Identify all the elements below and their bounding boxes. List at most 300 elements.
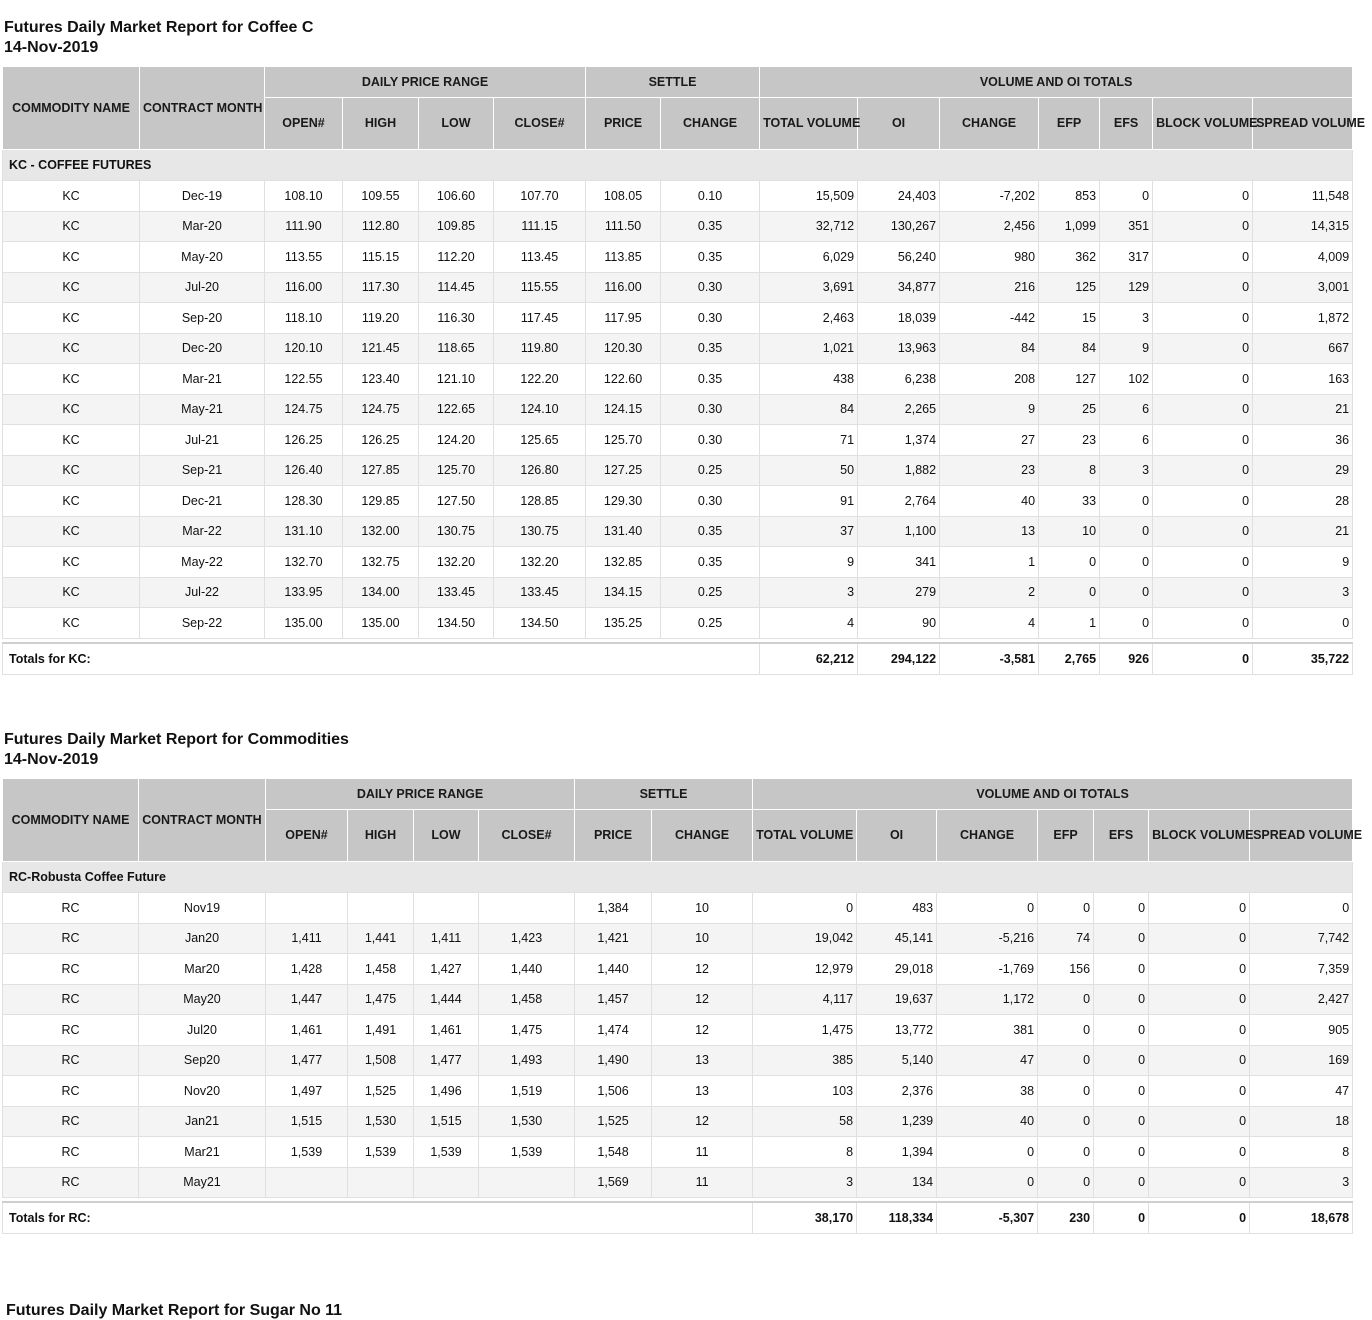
cell-oi-change: 40 — [937, 1106, 1038, 1137]
table-row — [3, 608, 1353, 639]
cell-open: 1,497 — [266, 1076, 348, 1107]
cell-settle-change: 0.35 — [661, 211, 760, 242]
market-table-rc — [2, 778, 1363, 1234]
cell-block-volume: 0 — [1153, 211, 1253, 242]
cell-close: 111.15 — [494, 211, 586, 242]
cell-commodity: RC — [3, 1045, 139, 1076]
cell-close: 115.55 — [494, 272, 586, 303]
total-oi: 294,122 — [858, 643, 940, 675]
total-volume: 62,212 — [760, 643, 858, 675]
total-efp: 2,765 — [1039, 643, 1100, 675]
cell-open: 135.00 — [265, 608, 343, 639]
cell-efp: 0 — [1038, 1045, 1094, 1076]
group-label: RC-Robusta Coffee Future — [3, 862, 1353, 893]
cell-low: 133.45 — [419, 577, 494, 608]
cell-high — [348, 893, 414, 924]
cell-contract-month: Jul-20 — [140, 272, 265, 303]
cell-oi-change: 13 — [940, 516, 1039, 547]
cell-total-volume: 385 — [753, 1045, 857, 1076]
cell-high — [348, 1167, 414, 1198]
cell-total-volume: 3 — [753, 1167, 857, 1198]
cell-efp: 25 — [1039, 394, 1100, 425]
total-block-volume: 0 — [1153, 643, 1253, 675]
cell-low: 125.70 — [419, 455, 494, 486]
cell-oi: 1,394 — [857, 1137, 937, 1168]
cell-low: 121.10 — [419, 364, 494, 395]
col-settle-change: CHANGE — [661, 98, 760, 150]
cell-oi: 483 — [857, 893, 937, 924]
col-contract-month: CONTRACT MONTH — [140, 67, 265, 150]
cell-contract-month: Jan21 — [139, 1106, 266, 1137]
cell-open: 113.55 — [265, 242, 343, 273]
total-volume: 38,170 — [753, 1202, 857, 1234]
cell-oi-change: 38 — [937, 1076, 1038, 1107]
cell-close: 1,493 — [479, 1045, 575, 1076]
cell-settle-price: 1,490 — [575, 1045, 652, 1076]
totals-label: Totals for RC: — [3, 1202, 753, 1234]
cell-block-volume: 0 — [1153, 516, 1253, 547]
cell-settle-change: 0.35 — [661, 547, 760, 578]
cell-settle-change: 0.35 — [661, 516, 760, 547]
cell-efs: 0 — [1094, 1015, 1149, 1046]
cell-spread-volume: 169 — [1250, 1045, 1353, 1076]
cell-total-volume: 12,979 — [753, 954, 857, 985]
cell-total-volume: 19,042 — [753, 923, 857, 954]
cell-spread-volume: 9 — [1253, 547, 1353, 578]
cell-commodity: RC — [3, 984, 139, 1015]
cell-settle-price: 132.85 — [586, 547, 661, 578]
cell-high: 121.45 — [343, 333, 419, 364]
col-total-volume: TOTAL VOLUME — [753, 810, 857, 862]
col-oi: OI — [858, 98, 940, 150]
cell-open: 124.75 — [265, 394, 343, 425]
cell-oi: 1,882 — [858, 455, 940, 486]
cell-settle-price: 122.60 — [586, 364, 661, 395]
cell-open: 132.70 — [265, 547, 343, 578]
cell-settle-change: 11 — [652, 1137, 753, 1168]
cell-low: 1,496 — [414, 1076, 479, 1107]
cell-efs: 3 — [1100, 303, 1153, 334]
cell-close: 113.45 — [494, 242, 586, 273]
cell-high: 1,475 — [348, 984, 414, 1015]
cell-contract-month: May21 — [139, 1167, 266, 1198]
col-group-daily-price-range: DAILY PRICE RANGE — [266, 779, 575, 810]
table-row — [3, 364, 1353, 395]
cell-open: 111.90 — [265, 211, 343, 242]
cell-spread-volume: 3 — [1250, 1167, 1353, 1198]
cell-low: 122.65 — [419, 394, 494, 425]
cell-settle-change: 12 — [652, 1106, 753, 1137]
col-block-volume: BLOCK VOLUME — [1149, 810, 1250, 862]
cell-commodity: RC — [3, 1106, 139, 1137]
cell-total-volume: 58 — [753, 1106, 857, 1137]
cell-block-volume: 0 — [1153, 425, 1253, 456]
cell-efs: 6 — [1100, 425, 1153, 456]
cell-commodity: KC — [3, 577, 140, 608]
cell-high: 112.80 — [343, 211, 419, 242]
cell-efs: 317 — [1100, 242, 1153, 273]
cell-oi: 45,141 — [857, 923, 937, 954]
cell-total-volume: 37 — [760, 516, 858, 547]
cell-settle-change: 0.35 — [661, 242, 760, 273]
cell-spread-volume: 14,315 — [1253, 211, 1353, 242]
cell-efs: 0 — [1094, 1167, 1149, 1198]
cell-settle-change: 0.25 — [661, 608, 760, 639]
cell-settle-price: 1,457 — [575, 984, 652, 1015]
cell-contract-month: Mar21 — [139, 1137, 266, 1168]
cell-settle-price: 1,384 — [575, 893, 652, 924]
cell-efs: 0 — [1100, 577, 1153, 608]
cell-high: 1,508 — [348, 1045, 414, 1076]
cell-settle-change: 13 — [652, 1045, 753, 1076]
cell-oi: 130,267 — [858, 211, 940, 242]
cell-high: 1,441 — [348, 923, 414, 954]
cell-high: 132.75 — [343, 547, 419, 578]
col-efp: EFP — [1039, 98, 1100, 150]
cell-low: 1,411 — [414, 923, 479, 954]
cell-efs: 0 — [1100, 181, 1153, 212]
cell-efs: 0 — [1094, 984, 1149, 1015]
cell-commodity: KC — [3, 547, 140, 578]
cell-total-volume: 84 — [760, 394, 858, 425]
market-table-kc — [2, 66, 1366, 675]
cell-spread-volume: 36 — [1253, 425, 1353, 456]
cell-commodity: RC — [3, 893, 139, 924]
cell-open: 118.10 — [265, 303, 343, 334]
cell-efp: 0 — [1039, 577, 1100, 608]
cell-high: 129.85 — [343, 486, 419, 517]
table-row — [3, 1137, 1353, 1168]
cell-high: 115.15 — [343, 242, 419, 273]
cell-efs: 129 — [1100, 272, 1153, 303]
cell-oi-change: -5,216 — [937, 923, 1038, 954]
cell-oi-change: 0 — [937, 1137, 1038, 1168]
cell-high: 124.75 — [343, 394, 419, 425]
cell-spread-volume: 47 — [1250, 1076, 1353, 1107]
cell-low — [414, 893, 479, 924]
cell-oi: 2,376 — [857, 1076, 937, 1107]
cell-open — [266, 893, 348, 924]
totals-label: Totals for KC: — [3, 643, 760, 675]
total-efs: 0 — [1094, 1202, 1149, 1234]
cell-open — [266, 1167, 348, 1198]
cell-open: 1,428 — [266, 954, 348, 985]
cell-high: 126.25 — [343, 425, 419, 456]
cell-block-volume: 0 — [1149, 893, 1250, 924]
cell-open: 1,411 — [266, 923, 348, 954]
cell-efs: 9 — [1100, 333, 1153, 364]
cell-low: 130.75 — [419, 516, 494, 547]
cell-close: 1,519 — [479, 1076, 575, 1107]
cell-spread-volume: 29 — [1253, 455, 1353, 486]
cell-close: 107.70 — [494, 181, 586, 212]
cell-block-volume: 0 — [1153, 272, 1253, 303]
cell-contract-month: Dec-19 — [140, 181, 265, 212]
col-group-settle: SETTLE — [575, 779, 753, 810]
cell-contract-month: Jul-21 — [140, 425, 265, 456]
col-settle-price: PRICE — [586, 98, 661, 150]
cell-efp: 0 — [1038, 1137, 1094, 1168]
cell-settle-change: 11 — [652, 1167, 753, 1198]
cell-oi-change: 27 — [940, 425, 1039, 456]
cell-open: 133.95 — [265, 577, 343, 608]
cell-oi: 5,140 — [857, 1045, 937, 1076]
cell-spread-volume: 1,872 — [1253, 303, 1353, 334]
cell-contract-month: Mar-20 — [140, 211, 265, 242]
cell-settle-price: 1,569 — [575, 1167, 652, 1198]
cell-settle-price: 120.30 — [586, 333, 661, 364]
table-row — [3, 242, 1353, 273]
cell-total-volume: 15,509 — [760, 181, 858, 212]
col-close: CLOSE# — [494, 98, 586, 150]
cell-commodity: KC — [3, 333, 140, 364]
report-date: 14-Nov-2019 — [4, 39, 99, 56]
table-row — [3, 425, 1353, 456]
table-row — [3, 516, 1353, 547]
table-row — [3, 303, 1353, 334]
cell-total-volume: 32,712 — [760, 211, 858, 242]
cell-close — [479, 1167, 575, 1198]
cell-efp: 0 — [1038, 893, 1094, 924]
cell-open: 131.10 — [265, 516, 343, 547]
cell-settle-change: 0.35 — [661, 364, 760, 395]
cell-efp: 33 — [1039, 486, 1100, 517]
cell-total-volume: 438 — [760, 364, 858, 395]
cell-settle-change: 0.30 — [661, 303, 760, 334]
col-spread-volume: SPREAD VOLUME — [1253, 98, 1353, 150]
cell-settle-change: 10 — [652, 923, 753, 954]
cell-block-volume: 0 — [1153, 394, 1253, 425]
cell-efs: 0 — [1094, 1076, 1149, 1107]
cell-spread-volume: 667 — [1253, 333, 1353, 364]
cell-open: 116.00 — [265, 272, 343, 303]
totals-row — [3, 1202, 1353, 1234]
total-oi-change: -5,307 — [937, 1202, 1038, 1234]
cell-efp: 0 — [1038, 1076, 1094, 1107]
cell-total-volume: 103 — [753, 1076, 857, 1107]
cell-close: 122.20 — [494, 364, 586, 395]
col-low: LOW — [419, 98, 494, 150]
cell-open: 1,477 — [266, 1045, 348, 1076]
cell-close: 132.20 — [494, 547, 586, 578]
cell-low — [414, 1167, 479, 1198]
cell-close — [479, 893, 575, 924]
cell-total-volume: 8 — [753, 1137, 857, 1168]
col-open: OPEN# — [265, 98, 343, 150]
cell-open: 1,461 — [266, 1015, 348, 1046]
cell-open: 1,515 — [266, 1106, 348, 1137]
cell-settle-price: 135.25 — [586, 608, 661, 639]
cell-settle-price: 131.40 — [586, 516, 661, 547]
table-row — [3, 954, 1353, 985]
report-title: Futures Daily Market Report for Coffee C — [4, 19, 314, 36]
cell-low: 112.20 — [419, 242, 494, 273]
cell-close: 1,440 — [479, 954, 575, 985]
cell-settle-price: 117.95 — [586, 303, 661, 334]
cell-settle-price: 1,506 — [575, 1076, 652, 1107]
cell-contract-month: Nov19 — [139, 893, 266, 924]
cell-block-volume: 0 — [1149, 1076, 1250, 1107]
col-oi: OI — [857, 810, 937, 862]
cell-high: 134.00 — [343, 577, 419, 608]
cell-oi-change: 2,456 — [940, 211, 1039, 242]
cell-total-volume: 0 — [753, 893, 857, 924]
cell-settle-change: 0.30 — [661, 486, 760, 517]
cell-spread-volume: 8 — [1250, 1137, 1353, 1168]
cell-commodity: KC — [3, 303, 140, 334]
cell-block-volume: 0 — [1149, 1167, 1250, 1198]
cell-efp: 1 — [1039, 608, 1100, 639]
cell-contract-month: Jul20 — [139, 1015, 266, 1046]
cell-total-volume: 71 — [760, 425, 858, 456]
cell-efp: 8 — [1039, 455, 1100, 486]
cell-oi-change: 40 — [940, 486, 1039, 517]
col-efp: EFP — [1038, 810, 1094, 862]
cell-block-volume: 0 — [1153, 364, 1253, 395]
cell-low: 132.20 — [419, 547, 494, 578]
cell-settle-price: 134.15 — [586, 577, 661, 608]
cell-spread-volume: 3,001 — [1253, 272, 1353, 303]
cell-settle-price: 116.00 — [586, 272, 661, 303]
cell-efp: 156 — [1038, 954, 1094, 985]
col-efs: EFS — [1100, 98, 1153, 150]
cell-oi-change: 0 — [937, 1167, 1038, 1198]
cell-low: 124.20 — [419, 425, 494, 456]
cell-efp: 0 — [1038, 1106, 1094, 1137]
cell-settle-change: 0.30 — [661, 394, 760, 425]
cell-efs: 0 — [1094, 954, 1149, 985]
cell-contract-month: Nov20 — [139, 1076, 266, 1107]
table-row — [3, 1015, 1353, 1046]
cell-spread-volume: 7,359 — [1250, 954, 1353, 985]
cell-block-volume: 0 — [1153, 486, 1253, 517]
cell-total-volume: 3 — [760, 577, 858, 608]
cell-efp: 0 — [1039, 547, 1100, 578]
table-row — [3, 181, 1353, 212]
cell-oi: 19,637 — [857, 984, 937, 1015]
col-high: HIGH — [343, 98, 419, 150]
cell-block-volume: 0 — [1153, 547, 1253, 578]
cell-commodity: KC — [3, 455, 140, 486]
cell-settle-price: 1,474 — [575, 1015, 652, 1046]
col-commodity-name: COMMODITY NAME — [3, 779, 139, 862]
cell-high: 127.85 — [343, 455, 419, 486]
cell-block-volume: 0 — [1149, 954, 1250, 985]
cell-spread-volume: 28 — [1253, 486, 1353, 517]
cell-low: 1,461 — [414, 1015, 479, 1046]
cell-commodity: KC — [3, 608, 140, 639]
cell-contract-month: Sep-20 — [140, 303, 265, 334]
col-settle-price: PRICE — [575, 810, 652, 862]
cell-open: 108.10 — [265, 181, 343, 212]
cell-oi-change: 216 — [940, 272, 1039, 303]
cell-spread-volume: 4,009 — [1253, 242, 1353, 273]
cell-low: 1,515 — [414, 1106, 479, 1137]
cell-oi-change: -442 — [940, 303, 1039, 334]
col-commodity-name: COMMODITY NAME — [3, 67, 140, 150]
cell-high: 132.00 — [343, 516, 419, 547]
cell-efp: 1,099 — [1039, 211, 1100, 242]
cell-contract-month: Mar20 — [139, 954, 266, 985]
cell-oi: 13,772 — [857, 1015, 937, 1046]
cell-close: 124.10 — [494, 394, 586, 425]
cell-contract-month: May20 — [139, 984, 266, 1015]
total-efp: 230 — [1038, 1202, 1094, 1234]
cell-efp: 362 — [1039, 242, 1100, 273]
table-row — [3, 333, 1353, 364]
cell-high: 1,458 — [348, 954, 414, 985]
cell-spread-volume: 163 — [1253, 364, 1353, 395]
table-row — [3, 1045, 1353, 1076]
cell-block-volume: 0 — [1153, 455, 1253, 486]
cell-oi-change: 208 — [940, 364, 1039, 395]
cell-commodity: KC — [3, 364, 140, 395]
cell-oi: 24,403 — [858, 181, 940, 212]
cell-efs: 102 — [1100, 364, 1153, 395]
cell-efs: 0 — [1100, 486, 1153, 517]
cell-close: 134.50 — [494, 608, 586, 639]
cell-low: 116.30 — [419, 303, 494, 334]
cell-total-volume: 3,691 — [760, 272, 858, 303]
cell-oi: 13,963 — [858, 333, 940, 364]
cell-low: 1,444 — [414, 984, 479, 1015]
cell-block-volume: 0 — [1149, 1015, 1250, 1046]
table-row — [3, 486, 1353, 517]
cell-open: 1,447 — [266, 984, 348, 1015]
col-total-volume: TOTAL VOLUME — [760, 98, 858, 150]
table-row — [3, 984, 1353, 1015]
cell-settle-change: 0.25 — [661, 455, 760, 486]
cell-commodity: RC — [3, 1076, 139, 1107]
cell-contract-month: Dec-20 — [140, 333, 265, 364]
cell-high: 135.00 — [343, 608, 419, 639]
cell-low: 1,539 — [414, 1137, 479, 1168]
next-report-title: Futures Daily Market Report for Sugar No 11 — [6, 1302, 343, 1319]
cell-settle-change: 12 — [652, 1015, 753, 1046]
cell-settle-change: 0.30 — [661, 272, 760, 303]
cell-total-volume: 4 — [760, 608, 858, 639]
cell-spread-volume: 905 — [1250, 1015, 1353, 1046]
cell-contract-month: Sep20 — [139, 1045, 266, 1076]
total-oi: 118,334 — [857, 1202, 937, 1234]
cell-high: 1,525 — [348, 1076, 414, 1107]
cell-high: 117.30 — [343, 272, 419, 303]
cell-settle-price: 129.30 — [586, 486, 661, 517]
col-group-daily-price-range: DAILY PRICE RANGE — [265, 67, 586, 98]
cell-block-volume: 0 — [1153, 303, 1253, 334]
cell-close: 119.80 — [494, 333, 586, 364]
cell-efs: 351 — [1100, 211, 1153, 242]
col-spread-volume: SPREAD VOLUME — [1250, 810, 1353, 862]
cell-contract-month: Sep-21 — [140, 455, 265, 486]
cell-block-volume: 0 — [1149, 923, 1250, 954]
cell-oi: 1,374 — [858, 425, 940, 456]
cell-commodity: RC — [3, 954, 139, 985]
totals-row — [3, 643, 1353, 675]
table-row — [3, 1076, 1353, 1107]
cell-oi: 341 — [858, 547, 940, 578]
cell-total-volume: 9 — [760, 547, 858, 578]
cell-efs: 0 — [1094, 923, 1149, 954]
cell-close: 1,423 — [479, 923, 575, 954]
cell-total-volume: 4,117 — [753, 984, 857, 1015]
cell-spread-volume: 3 — [1253, 577, 1353, 608]
cell-spread-volume: 0 — [1250, 893, 1353, 924]
cell-block-volume: 0 — [1153, 333, 1253, 364]
cell-efp: 0 — [1038, 1167, 1094, 1198]
cell-block-volume: 0 — [1149, 984, 1250, 1015]
cell-block-volume: 0 — [1149, 1137, 1250, 1168]
